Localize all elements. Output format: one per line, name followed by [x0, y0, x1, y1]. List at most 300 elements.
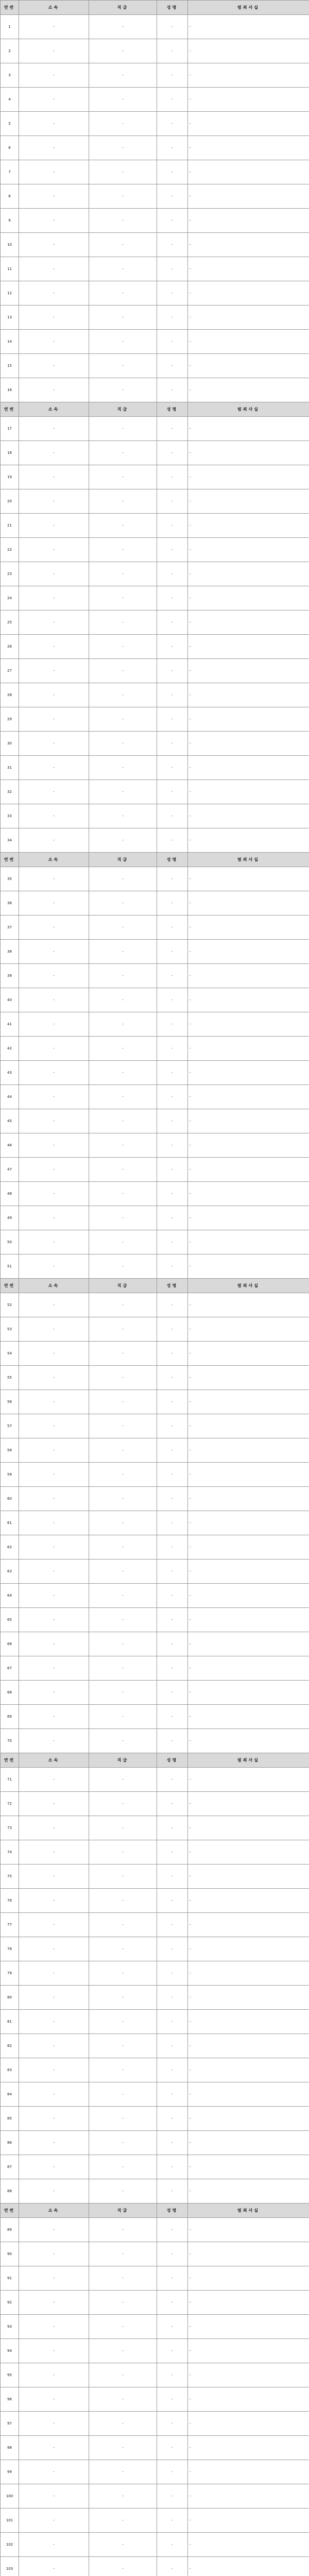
- row-rank: -: [89, 1705, 157, 1729]
- row-number: 103: [1, 2557, 19, 2576]
- row-organization: -: [19, 1913, 89, 1937]
- row-name: -: [157, 659, 188, 683]
- row-description: -: [188, 1608, 309, 1632]
- row-organization: -: [19, 1560, 89, 1584]
- row-name: -: [157, 2484, 188, 2509]
- row-description: -: [188, 465, 309, 489]
- row-name: -: [157, 1390, 188, 1414]
- table-row: [1, 2034, 309, 2058]
- header-col-description: 범죄사실: [188, 1753, 309, 1768]
- row-organization: -: [19, 2412, 89, 2436]
- row-name: -: [157, 1768, 188, 1792]
- row-number: 94: [1, 2339, 19, 2363]
- table-row: [1, 1293, 309, 1317]
- table-row: [1, 1061, 309, 1085]
- row-organization: -: [19, 88, 89, 112]
- row-rank: -: [89, 2387, 157, 2412]
- table-row: [1, 538, 309, 562]
- row-name: -: [157, 354, 188, 378]
- row-rank: -: [89, 1632, 157, 1656]
- header-col-organization: 소속: [19, 853, 89, 867]
- header-col-number: 연번: [1, 853, 19, 867]
- row-description: -: [188, 1729, 309, 1753]
- row-organization: -: [19, 1961, 89, 1986]
- table-row: [1, 281, 309, 306]
- row-name: -: [157, 683, 188, 707]
- header-col-organization: 소속: [19, 402, 89, 417]
- row-rank: -: [89, 2179, 157, 2204]
- row-description: -: [188, 330, 309, 354]
- row-rank: -: [89, 916, 157, 940]
- row-number: 80: [1, 1986, 19, 2010]
- row-description: -: [188, 891, 309, 916]
- table-row: [1, 1206, 309, 1230]
- row-rank: -: [89, 112, 157, 136]
- row-description: -: [188, 1109, 309, 1133]
- row-organization: -: [19, 2533, 89, 2557]
- header-col-number: 연번: [1, 1279, 19, 1293]
- header-col-organization: 소속: [19, 1753, 89, 1768]
- row-organization: -: [19, 1158, 89, 1182]
- row-number: 65: [1, 1608, 19, 1632]
- row-number: 96: [1, 2387, 19, 2412]
- row-number: 74: [1, 1840, 19, 1865]
- row-organization: -: [19, 2179, 89, 2204]
- row-rank: -: [89, 964, 157, 988]
- row-description: -: [188, 2291, 309, 2315]
- row-rank: -: [89, 659, 157, 683]
- header-col-name: 성명: [157, 1753, 188, 1768]
- row-rank: -: [89, 1085, 157, 1109]
- row-number: 5: [1, 112, 19, 136]
- row-name: -: [157, 2131, 188, 2155]
- table-row: [1, 2131, 309, 2155]
- table-row: [1, 1792, 309, 1816]
- table-row: [1, 1317, 309, 1342]
- row-rank: -: [89, 1487, 157, 1511]
- row-name: -: [157, 1937, 188, 1961]
- row-rank: -: [89, 1608, 157, 1632]
- row-organization: -: [19, 417, 89, 441]
- row-description: -: [188, 1463, 309, 1487]
- row-name: -: [157, 1230, 188, 1255]
- row-name: -: [157, 867, 188, 891]
- row-description: -: [188, 1535, 309, 1560]
- row-organization: -: [19, 112, 89, 136]
- row-rank: -: [89, 732, 157, 756]
- row-organization: -: [19, 1390, 89, 1414]
- row-number: 85: [1, 2107, 19, 2131]
- table-row: [1, 586, 309, 611]
- row-organization: -: [19, 2107, 89, 2131]
- table-row: [1, 2218, 309, 2242]
- row-rank: -: [89, 1390, 157, 1414]
- row-number: 48: [1, 1182, 19, 1206]
- row-number: 61: [1, 1511, 19, 1535]
- row-rank: -: [89, 2291, 157, 2315]
- row-number: 58: [1, 1438, 19, 1463]
- row-name: -: [157, 1986, 188, 2010]
- table-row: [1, 1913, 309, 1937]
- row-name: -: [157, 828, 188, 853]
- row-number: 34: [1, 828, 19, 853]
- row-organization: -: [19, 1816, 89, 1840]
- row-rank: -: [89, 1182, 157, 1206]
- row-description: -: [188, 1317, 309, 1342]
- row-number: 15: [1, 354, 19, 378]
- table-row: [1, 2179, 309, 2204]
- row-description: -: [188, 707, 309, 732]
- row-rank: -: [89, 1206, 157, 1230]
- row-name: -: [157, 2291, 188, 2315]
- row-number: 3: [1, 63, 19, 88]
- row-organization: -: [19, 707, 89, 732]
- row-name: -: [157, 136, 188, 160]
- row-name: -: [157, 2218, 188, 2242]
- row-number: 67: [1, 1656, 19, 1681]
- row-number: 42: [1, 1037, 19, 1061]
- row-description: -: [188, 2266, 309, 2291]
- row-number: 11: [1, 257, 19, 281]
- row-name: -: [157, 1535, 188, 1560]
- row-number: 9: [1, 209, 19, 233]
- row-number: 36: [1, 891, 19, 916]
- row-rank: -: [89, 2107, 157, 2131]
- row-rank: -: [89, 1511, 157, 1535]
- table-row: [1, 1961, 309, 1986]
- row-rank: -: [89, 1438, 157, 1463]
- table-row: [1, 15, 309, 39]
- row-description: -: [188, 1560, 309, 1584]
- table-row: [1, 2315, 309, 2339]
- row-rank: -: [89, 2412, 157, 2436]
- row-number: 25: [1, 611, 19, 635]
- row-number: 26: [1, 635, 19, 659]
- row-description: -: [188, 940, 309, 964]
- row-organization: -: [19, 1109, 89, 1133]
- row-description: -: [188, 2484, 309, 2509]
- row-organization: -: [19, 2557, 89, 2576]
- row-name: -: [157, 2557, 188, 2576]
- row-number: 69: [1, 1705, 19, 1729]
- row-rank: -: [89, 2034, 157, 2058]
- table-row: [1, 1729, 309, 1753]
- row-number: 95: [1, 2363, 19, 2387]
- header-col-rank: 직급: [89, 402, 157, 417]
- row-organization: -: [19, 63, 89, 88]
- row-description: -: [188, 209, 309, 233]
- header-col-organization: 소속: [19, 1, 89, 15]
- row-organization: -: [19, 489, 89, 514]
- row-rank: -: [89, 1865, 157, 1889]
- row-description: -: [188, 562, 309, 586]
- row-organization: -: [19, 465, 89, 489]
- row-description: -: [188, 15, 309, 39]
- row-number: 70: [1, 1729, 19, 1753]
- row-organization: -: [19, 1986, 89, 2010]
- row-organization: -: [19, 2315, 89, 2339]
- table-row: [1, 916, 309, 940]
- row-description: -: [188, 1681, 309, 1705]
- header-col-name: 성명: [157, 402, 188, 417]
- row-name: -: [157, 804, 188, 828]
- row-number: 76: [1, 1889, 19, 1913]
- row-organization: -: [19, 39, 89, 63]
- row-rank: -: [89, 867, 157, 891]
- row-number: 98: [1, 2436, 19, 2460]
- table-row: [1, 1366, 309, 1390]
- table-row: [1, 1705, 309, 1729]
- row-name: -: [157, 441, 188, 465]
- row-description: -: [188, 756, 309, 780]
- row-description: -: [188, 2179, 309, 2204]
- row-organization: -: [19, 891, 89, 916]
- row-number: 49: [1, 1206, 19, 1230]
- row-description: -: [188, 1158, 309, 1182]
- row-organization: -: [19, 306, 89, 330]
- row-name: -: [157, 2107, 188, 2131]
- table-row: [1, 306, 309, 330]
- row-rank: -: [89, 1230, 157, 1255]
- row-description: -: [188, 2131, 309, 2155]
- table-row: [1, 39, 309, 63]
- table-row: [1, 184, 309, 209]
- row-rank: -: [89, 586, 157, 611]
- row-rank: -: [89, 1535, 157, 1560]
- row-rank: -: [89, 2557, 157, 2576]
- row-number: 59: [1, 1463, 19, 1487]
- table-row: [1, 780, 309, 804]
- row-description: -: [188, 2412, 309, 2436]
- row-name: -: [157, 417, 188, 441]
- row-name: -: [157, 1037, 188, 1061]
- table-header-row: [1, 1279, 309, 1293]
- table-row: [1, 940, 309, 964]
- row-name: -: [157, 1632, 188, 1656]
- row-organization: -: [19, 2266, 89, 2291]
- row-rank: -: [89, 2082, 157, 2107]
- row-rank: -: [89, 2266, 157, 2291]
- row-description: -: [188, 1792, 309, 1816]
- row-number: 50: [1, 1230, 19, 1255]
- row-description: -: [188, 2460, 309, 2484]
- row-number: 6: [1, 136, 19, 160]
- row-number: 83: [1, 2058, 19, 2082]
- header-col-organization: 소속: [19, 1279, 89, 1293]
- row-description: -: [188, 1986, 309, 2010]
- row-number: 55: [1, 1366, 19, 1390]
- row-number: 54: [1, 1342, 19, 1366]
- row-description: -: [188, 2034, 309, 2058]
- row-organization: -: [19, 780, 89, 804]
- row-name: -: [157, 2387, 188, 2412]
- table-row: [1, 1414, 309, 1438]
- row-rank: -: [89, 1681, 157, 1705]
- row-organization: -: [19, 1206, 89, 1230]
- row-description: -: [188, 257, 309, 281]
- row-number: 32: [1, 780, 19, 804]
- row-rank: -: [89, 804, 157, 828]
- row-organization: -: [19, 209, 89, 233]
- row-number: 57: [1, 1414, 19, 1438]
- row-description: -: [188, 39, 309, 63]
- row-description: -: [188, 2218, 309, 2242]
- row-rank: -: [89, 683, 157, 707]
- row-organization: -: [19, 2363, 89, 2387]
- row-rank: -: [89, 39, 157, 63]
- row-number: 35: [1, 867, 19, 891]
- row-name: -: [157, 1158, 188, 1182]
- row-number: 56: [1, 1390, 19, 1414]
- row-number: 68: [1, 1681, 19, 1705]
- header-col-rank: 직급: [89, 853, 157, 867]
- table-row: [1, 1656, 309, 1681]
- row-rank: -: [89, 1961, 157, 1986]
- row-rank: -: [89, 330, 157, 354]
- row-number: 62: [1, 1535, 19, 1560]
- row-rank: -: [89, 209, 157, 233]
- row-organization: -: [19, 2436, 89, 2460]
- row-description: -: [188, 1816, 309, 1840]
- row-rank: -: [89, 1109, 157, 1133]
- row-organization: -: [19, 15, 89, 39]
- row-organization: -: [19, 683, 89, 707]
- row-name: -: [157, 1511, 188, 1535]
- row-organization: -: [19, 1438, 89, 1463]
- row-rank: -: [89, 281, 157, 306]
- row-organization: -: [19, 1061, 89, 1085]
- row-organization: -: [19, 2291, 89, 2315]
- row-description: -: [188, 659, 309, 683]
- table-row: [1, 489, 309, 514]
- table-row: [1, 2058, 309, 2082]
- table-body: [1, 1, 309, 2576]
- header-col-rank: 직급: [89, 1753, 157, 1768]
- row-name: -: [157, 1889, 188, 1913]
- table-row: [1, 209, 309, 233]
- row-number: 20: [1, 489, 19, 514]
- row-rank: -: [89, 2315, 157, 2339]
- row-name: -: [157, 1012, 188, 1037]
- row-name: -: [157, 586, 188, 611]
- row-rank: -: [89, 988, 157, 1012]
- row-rank: -: [89, 891, 157, 916]
- row-organization: -: [19, 732, 89, 756]
- table-row: [1, 1840, 309, 1865]
- header-col-organization: 소속: [19, 2204, 89, 2218]
- table-row: [1, 804, 309, 828]
- row-name: -: [157, 1133, 188, 1158]
- table-row: [1, 88, 309, 112]
- row-description: -: [188, 2010, 309, 2034]
- row-rank: -: [89, 1729, 157, 1753]
- row-number: 19: [1, 465, 19, 489]
- row-description: -: [188, 2436, 309, 2460]
- row-rank: -: [89, 1937, 157, 1961]
- row-name: -: [157, 1840, 188, 1865]
- row-description: -: [188, 867, 309, 891]
- row-rank: -: [89, 2242, 157, 2266]
- table-row: [1, 562, 309, 586]
- row-rank: -: [89, 1414, 157, 1438]
- row-number: 14: [1, 330, 19, 354]
- row-organization: -: [19, 756, 89, 780]
- row-rank: -: [89, 1889, 157, 1913]
- row-number: 28: [1, 683, 19, 707]
- table-row: [1, 1937, 309, 1961]
- row-description: -: [188, 1487, 309, 1511]
- row-organization: -: [19, 2155, 89, 2179]
- row-number: 92: [1, 2291, 19, 2315]
- row-rank: -: [89, 2460, 157, 2484]
- header-col-description: 범죄사실: [188, 1279, 309, 1293]
- row-name: -: [157, 1293, 188, 1317]
- row-description: -: [188, 1037, 309, 1061]
- row-name: -: [157, 2509, 188, 2533]
- row-organization: -: [19, 1792, 89, 1816]
- table-row: [1, 1560, 309, 1584]
- row-rank: -: [89, 635, 157, 659]
- row-number: 4: [1, 88, 19, 112]
- row-organization: -: [19, 1230, 89, 1255]
- row-rank: -: [89, 160, 157, 184]
- row-rank: -: [89, 756, 157, 780]
- header-col-description: 범죄사실: [188, 853, 309, 867]
- row-organization: -: [19, 330, 89, 354]
- row-description: -: [188, 2533, 309, 2557]
- row-organization: -: [19, 1681, 89, 1705]
- row-description: -: [188, 184, 309, 209]
- table-row: [1, 1085, 309, 1109]
- row-number: 64: [1, 1584, 19, 1608]
- row-organization: -: [19, 2339, 89, 2363]
- row-organization: -: [19, 1937, 89, 1961]
- row-name: -: [157, 1463, 188, 1487]
- row-rank: -: [89, 538, 157, 562]
- row-description: -: [188, 1656, 309, 1681]
- row-number: 33: [1, 804, 19, 828]
- table-row: [1, 1816, 309, 1840]
- row-organization: -: [19, 1584, 89, 1608]
- row-number: 17: [1, 417, 19, 441]
- table-row: [1, 378, 309, 402]
- row-number: 100: [1, 2484, 19, 2509]
- row-number: 63: [1, 1560, 19, 1584]
- row-organization: -: [19, 1342, 89, 1366]
- table-row: [1, 2242, 309, 2266]
- row-name: -: [157, 2315, 188, 2339]
- header-col-name: 성명: [157, 853, 188, 867]
- row-rank: -: [89, 257, 157, 281]
- row-rank: -: [89, 2155, 157, 2179]
- row-name: -: [157, 2082, 188, 2107]
- row-name: -: [157, 378, 188, 402]
- row-organization: -: [19, 1133, 89, 1158]
- table-row: [1, 2339, 309, 2363]
- row-rank: -: [89, 780, 157, 804]
- row-rank: -: [89, 2058, 157, 2082]
- row-rank: -: [89, 707, 157, 732]
- row-organization: -: [19, 281, 89, 306]
- row-rank: -: [89, 1560, 157, 1584]
- table-row: [1, 112, 309, 136]
- row-number: 24: [1, 586, 19, 611]
- row-organization: -: [19, 2387, 89, 2412]
- row-organization: -: [19, 184, 89, 209]
- row-organization: -: [19, 1414, 89, 1438]
- row-organization: -: [19, 257, 89, 281]
- row-name: -: [157, 1560, 188, 1584]
